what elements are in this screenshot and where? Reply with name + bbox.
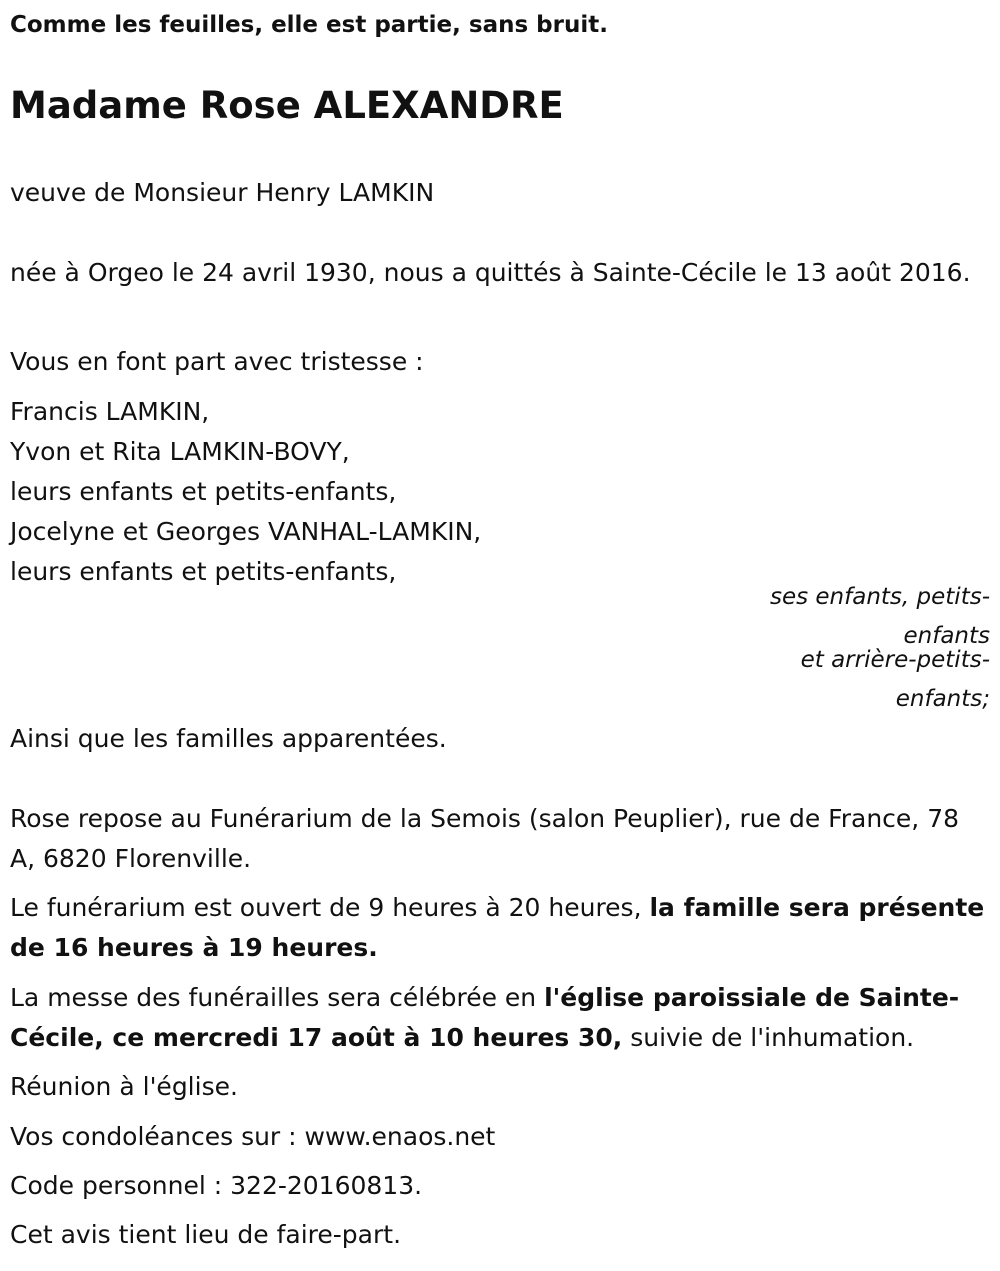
personal-code-line: Code personnel : 322-20160813. (10, 1171, 423, 1200)
family-member: leurs enfants et petits-enfants, (10, 557, 397, 586)
mass-intro: La messe des funérailles sera célébrée en (10, 983, 545, 1012)
mass-place-time: l'église paroissiale de Sainte-Cécile, ce mercredi 17 août à 10 heures 30, (10, 983, 960, 1052)
birth-death-line: née à Orgeo le 24 avril 1930, nous a quittés à Sainte-Cécile le 13 août 2016. (10, 258, 971, 287)
family-member: Jocelyne et Georges VANHAL-LAMKIN, (10, 517, 482, 546)
meeting-line: Réunion à l'église. (10, 1072, 238, 1101)
visiting-hours-text: Le funérarium est ouvert de 9 heures à 20 heures, (10, 893, 650, 922)
family-member: Yvon et Rita LAMKIN-BOVY, (10, 437, 350, 466)
closing-line: Cet avis tient lieu de faire-part. (10, 1220, 402, 1249)
funerarium-line: Rose repose au Funérarium de la Semois (salon Peuplier), rue de France, 78 A, 6820 Florenville. (10, 804, 959, 873)
family-presence: la famille sera présente de 16 heures à 19 heures. (10, 893, 985, 962)
funeral-mass (10, 978, 985, 1058)
relation-caption: enfants (903, 623, 990, 649)
condolences-line: Vos condoléances sur : www.enaos.net (10, 1122, 496, 1151)
epigraph: Comme les feuilles, elle est partie, sans bruit. (10, 12, 608, 38)
relation-caption: enfants; (895, 686, 990, 712)
relation-caption: et arrière-petits- (800, 647, 990, 673)
widow-of-line: veuve de Monsieur Henry LAMKIN (10, 178, 435, 207)
deceased-name: Madame Rose ALEXANDRE (10, 84, 564, 127)
visiting-hours (10, 888, 985, 968)
family-member: leurs enfants et petits-enfants, (10, 477, 397, 506)
family-member: Francis LAMKIN, (10, 397, 210, 426)
mass-outro: suivie de l'inhumation. (622, 1023, 915, 1052)
relation-caption: ses enfants, petits- (769, 584, 990, 610)
announce-line: Vous en font part avec tristesse : (10, 347, 424, 376)
related-families-line: Ainsi que les familles apparentées. (10, 724, 447, 753)
